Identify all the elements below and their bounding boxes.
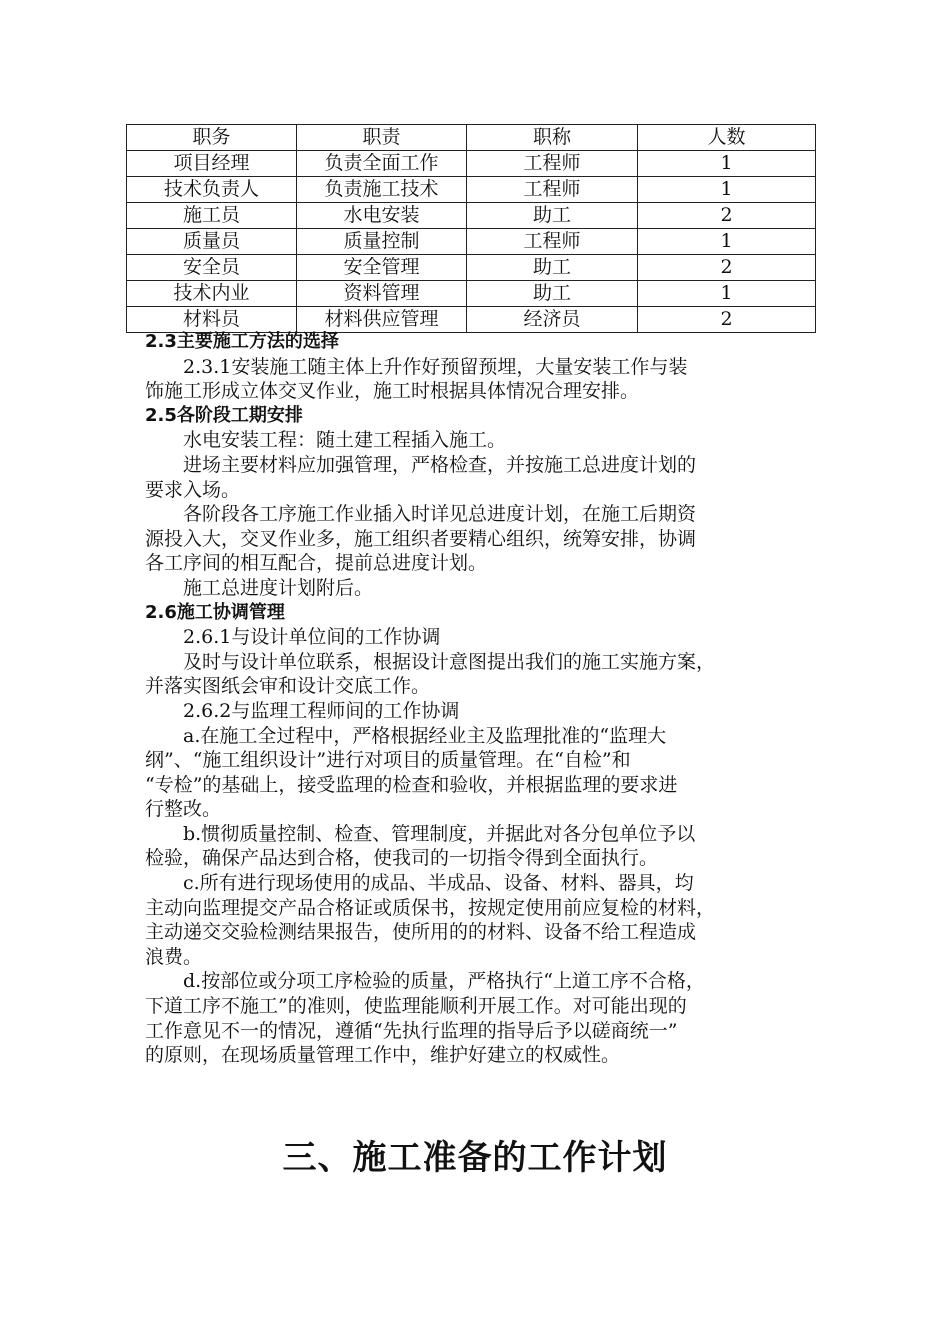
paragraph: 施工总进度计划附后。: [183, 576, 374, 599]
table-cell: 负责全面工作: [297, 151, 467, 177]
table-cell: 2: [638, 255, 816, 281]
paragraph: 水电安装工程：随土建工程插入施工。: [183, 429, 507, 452]
table-row: [127, 151, 816, 177]
text-line: 各阶段各工序施工作业插入时详见总进度计划，在施工后期资: [183, 503, 697, 526]
header-duty: 职责: [297, 125, 467, 151]
staffing-table: [126, 124, 816, 333]
table-cell: 质量员: [127, 229, 297, 255]
table-cell: 1: [638, 177, 816, 203]
paragraph-b: [145, 822, 815, 871]
table-header-row: [127, 125, 816, 151]
paragraph: [145, 453, 815, 502]
table-cell: 工程师: [467, 177, 638, 203]
table-cell: 助工: [467, 203, 638, 229]
text-line: b.惯彻质量控制、检查、管理制度，并据此对各分包单位予以: [183, 822, 696, 845]
table-row: [127, 203, 816, 229]
body-text: [145, 330, 815, 1068]
text-line: 下道工序不施工”的准则，使监理能顺利开展工作。对可能出现的: [145, 995, 687, 1018]
table-cell: 工程师: [467, 151, 638, 177]
table-cell: 项目经理: [127, 151, 297, 177]
table-row: [127, 229, 816, 255]
subsection-heading: 2.6.2与监理工程师间的工作协调: [183, 699, 460, 722]
table-cell: 资料管理: [297, 281, 467, 307]
text-line: “专检”的基础上，接受监理的检查和验收，并根据监理的要求进: [145, 773, 678, 796]
text-line: 要求入场。: [145, 478, 241, 501]
text-line: 源投入大，交叉作业多，施工组织者要精心组织，统筹安排，协调: [145, 527, 697, 550]
text-line: 行整改。: [145, 798, 222, 821]
text-line: 纲”、“施工组织设计”进行对项目的质量管理。在“自检”和: [145, 749, 631, 772]
table-cell: 1: [638, 229, 816, 255]
text-line: 进场主要材料应加强管理，严格检查，并按施工总进度计划的: [183, 453, 697, 476]
table-cell: 技术负责人: [127, 177, 297, 203]
table-cell: 材料供应管理: [297, 307, 467, 333]
paragraph: [145, 502, 815, 576]
table-cell: 助工: [467, 255, 638, 281]
table-cell: 技术内业: [127, 281, 297, 307]
chapter-title: 三、施工准备的工作计划: [282, 1138, 668, 1178]
paragraph-c: [145, 871, 815, 969]
table-cell: 安全员: [127, 255, 297, 281]
table-row: [127, 281, 816, 307]
table-cell: 工程师: [467, 229, 638, 255]
section-heading-2-3: 2.3主要施工方法的选择: [145, 331, 339, 352]
table-cell: 水电安装: [297, 203, 467, 229]
table-cell: 2: [638, 203, 816, 229]
paragraph: [145, 355, 815, 404]
text-line: a.在施工全过程中，严格根据经业主及监理批准的“监理大: [183, 724, 667, 747]
table-cell: 负责施工技术: [297, 177, 467, 203]
subsection-heading: 2.6.1与设计单位间的工作协调: [183, 626, 441, 649]
text-line: c.所有进行现场使用的成品、半成品、设备、材料、器具，均: [183, 872, 694, 895]
text-line: 饰施工形成立体交叉作业，施工时根据具体情况合理安排。: [145, 380, 640, 403]
text-line: 检验，确保产品达到合格，使我司的一切指令得到全面执行。: [145, 847, 659, 870]
section-heading-2-6: 2.6施工协调管理: [145, 601, 285, 623]
text-line: d.按部位或分项工序检验的质量，严格执行“上道工序不合格，: [183, 970, 705, 993]
table-cell: 施工员: [127, 203, 297, 229]
table-row: [127, 177, 816, 203]
text-line: 主动递交交验检测结果报告，使所用的的材料、设备不给工程造成: [145, 921, 697, 944]
table-cell: 安全管理: [297, 255, 467, 281]
table-row: [127, 255, 816, 281]
text-line: 的原则，在现场质量管理工作中，维护好建立的权威性。: [145, 1044, 621, 1067]
text-line: 并落实图纸会审和设计交底工作。: [145, 675, 431, 698]
text-line: 及时与设计单位联系，根据设计意图提出我们的施工实施方案，: [183, 650, 716, 673]
table-cell: 质量控制: [297, 229, 467, 255]
paragraph-a: [145, 724, 815, 822]
table-cell: 材料员: [127, 307, 297, 333]
table-cell: 助工: [467, 281, 638, 307]
text-line: 各工序间的相互配合，提前总进度计划。: [145, 552, 488, 575]
header-position: 职务: [127, 125, 297, 151]
paragraph: [145, 650, 815, 699]
table-cell: 经济员: [467, 307, 638, 333]
text-line: 2.3.1安装施工随主体上升作好预留预埋，大量安装工作与装: [183, 355, 688, 378]
section-heading-2-5: 2.5各阶段工期安排: [145, 404, 303, 426]
table-cell: 2: [638, 307, 816, 333]
table-row: [127, 307, 816, 333]
text-line: 主动向监理提交产品合格证或质保书，按规定使用前应复检的材料，: [145, 896, 716, 919]
header-count: 人数: [638, 125, 816, 151]
header-title: 职称: [467, 125, 638, 151]
text-line: 浪费。: [145, 945, 203, 968]
table-cell: 1: [638, 281, 816, 307]
text-line: 工作意见不一的情况，遵循“先执行监理的指导后予以磋商统一”: [145, 1019, 678, 1042]
paragraph-d: [145, 969, 815, 1067]
table-cell: 1: [638, 151, 816, 177]
